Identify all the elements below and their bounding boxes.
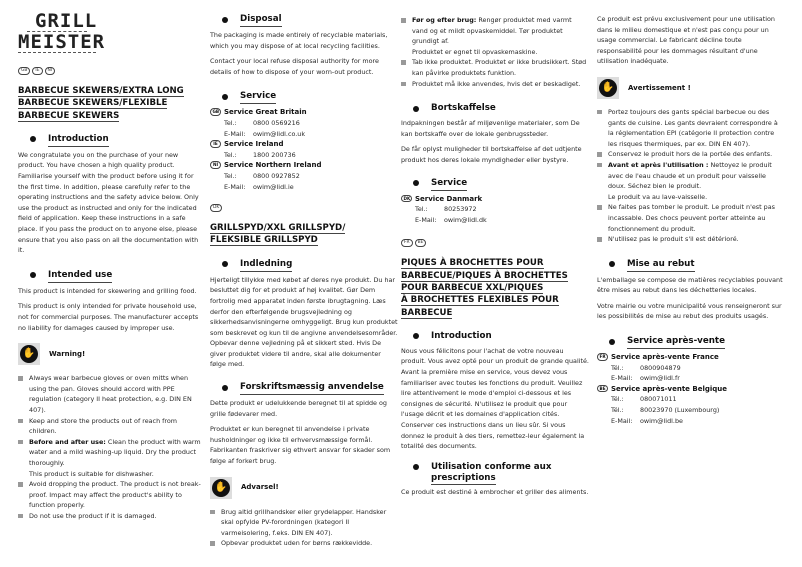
heading-intended-use xyxy=(30,270,206,283)
heading-text: Introduction xyxy=(431,330,492,341)
lang-badge: DK xyxy=(401,195,412,203)
heading-text: Introduction xyxy=(48,134,109,147)
lang-badge-be: BE xyxy=(415,239,427,247)
bullet-dot-icon xyxy=(413,333,419,339)
product-title-dk xyxy=(210,222,398,247)
email-value[interactable]: owim@lidl.dk xyxy=(444,215,487,224)
logo-line-2: MEISTER xyxy=(18,31,106,53)
disposal-text: The packaging is made entirely of recyclable materials, which you may dispose of at local recycling facilities. xyxy=(210,31,388,50)
heading-text xyxy=(431,462,551,484)
bold-label: Før og efter brug: xyxy=(412,16,477,24)
glove-warning-icon: ✋ xyxy=(597,77,619,99)
email-value[interactable]: owim@lidl.fr xyxy=(640,374,680,383)
product-title-en xyxy=(18,85,206,122)
bullet-dot-icon xyxy=(609,339,615,345)
item-text: Clean the product with warm water and a mild washing-up liquid. Dry the product thoroughly. xyxy=(29,437,201,467)
heading-disposal xyxy=(222,14,398,27)
warning-title: Warning! xyxy=(49,349,86,358)
intended-use-text: Produktet er kun beregnet til anvendelse i private husholdninger og ikke til erhvervsmæssige formål. Fabrikanten fraskriver sig ethvert ansvar for skader som følge af forkert brug. xyxy=(210,425,391,466)
service-gb xyxy=(210,107,398,139)
glove-warning-icon: ✋ xyxy=(210,477,232,499)
bold-label: Before and after use: xyxy=(29,437,106,446)
title-line: GRILLSPYD/XXL GRILLSPYD/ xyxy=(210,223,346,234)
warning-list xyxy=(597,107,785,245)
bullet-dot-icon xyxy=(222,261,228,267)
email-label: E-Mail: xyxy=(415,215,437,224)
lang-badge-ie: IE xyxy=(32,67,42,75)
list-item xyxy=(18,437,206,479)
heading-text: Indledning xyxy=(240,259,292,272)
language-badges xyxy=(18,67,206,75)
service-name: Service Great Britain xyxy=(224,108,307,117)
list-item: Portez toujours des gants spécial barbecue ou des gants de cuisine. Les gants devraient correspondre à la réglementation EPI (catégorie II protection contre les risques thermiques, par ex. DIN EN 407). xyxy=(597,107,785,149)
warning-list-continued xyxy=(401,15,589,89)
lang-badge: NI xyxy=(210,161,221,169)
bullet-dot-icon xyxy=(222,385,228,391)
bullet-dot-icon xyxy=(30,272,36,278)
disposal-text: Contact your local refuse disposal authority for more details of how to dispose of your worn-out product. xyxy=(210,57,379,76)
tel-value: 80023970 (Luxembourg) xyxy=(640,406,720,415)
warning-block xyxy=(18,343,206,365)
bullet-dot-icon xyxy=(30,136,36,142)
tel-label: Tel.: xyxy=(224,150,237,159)
email-value[interactable]: owim@lidl.ie xyxy=(253,182,294,191)
email-value[interactable]: owim@lidl.be xyxy=(640,416,683,425)
service-ie xyxy=(210,139,398,160)
bullet-dot-icon xyxy=(222,17,228,23)
logo-line-1: GRILL xyxy=(27,12,87,32)
service-ni xyxy=(210,160,398,192)
language-badges xyxy=(210,204,398,212)
list-item: N'utilisez pas le produit s'il est détérioré. xyxy=(597,234,785,245)
lang-badge-fr: FR xyxy=(401,239,413,247)
language-badges xyxy=(401,239,589,247)
email-label: E-Mail: xyxy=(611,416,633,425)
item-text: Produktet er egnet til opvaskemaskine. xyxy=(412,47,538,56)
service-name: Service Northern Ireland xyxy=(224,161,322,170)
heading-text: Forskriftsmæssig anvendelse xyxy=(240,382,384,395)
item-text: Rengør produktet med varmt vand og et mildt opvaskemiddel. Tør produktet grundigt af. xyxy=(412,16,572,46)
tel-label: Tél.: xyxy=(611,395,624,404)
bold-label: Avant et après l'utilisation : xyxy=(608,160,709,169)
bullet-dot-icon xyxy=(222,94,228,100)
service-be xyxy=(597,384,785,426)
service-dk xyxy=(401,194,589,226)
warning-title: Avertissement ! xyxy=(628,83,691,92)
heading-text: Service xyxy=(240,91,276,104)
heading-text: Bortskaffelse xyxy=(431,103,496,114)
column-2 xyxy=(210,0,398,549)
disposal-text: Votre mairie ou votre municipalité vous renseigneront sur les possibilités de mise au rebut des produits usagés. xyxy=(597,301,782,321)
list-item: Produktet må ikke anvendes, hvis det er beskadiget. xyxy=(401,79,589,90)
title-line: BARBECUE SKEWERS/FLEXIBLE xyxy=(18,98,168,109)
tel-value: 80253972 xyxy=(444,205,477,214)
tel-value: 0800 0927852 xyxy=(253,171,300,180)
list-item: Conservez le produit hors de la portée des enfants. xyxy=(597,149,785,160)
heading-service-apres-vente xyxy=(609,336,785,349)
heading-introduction-fr xyxy=(413,331,589,343)
service-name: Service Ireland xyxy=(224,140,284,149)
warning-block xyxy=(210,477,398,499)
lang-badge: FR xyxy=(597,353,608,361)
bullet-dot-icon xyxy=(609,261,615,267)
lang-badge: GB xyxy=(210,108,221,116)
heading-bortskaffelse xyxy=(413,103,589,115)
list-item: Always wear barbecue gloves or oven mitts when using the pan. Gloves should accord with PPE regulation (category II heat protection, e.g. DIN EN 407). xyxy=(18,373,206,415)
title-line: BARBECUE/PIQUES À BROCHETTES xyxy=(401,270,568,281)
list-item: Tab ikke produktet. Produktet er ikke brudsikkert. Stød kan påvirke produktets funktion. xyxy=(401,57,589,78)
tel-label: Tél.: xyxy=(611,363,624,372)
list-item: Do not use the product if it is damaged. xyxy=(18,511,206,522)
column-1 xyxy=(18,0,206,522)
glove-warning-icon: ✋ xyxy=(18,343,40,365)
intended-use-text: This product is intended for skewering and grilling food. xyxy=(18,286,197,295)
item-text: Le produit va au lave-vaisselle. xyxy=(608,192,708,201)
lang-badge: BE xyxy=(597,385,608,393)
lang-badge-dk: DK xyxy=(210,204,222,212)
heading-line: prescriptions xyxy=(431,472,496,483)
warning-block xyxy=(597,77,785,99)
tel-value: 0800904879 xyxy=(640,363,681,372)
heading-text: Mise au rebut xyxy=(627,259,695,272)
disposal-text: De får oplyst muligheder til bortskaffelse af det udtjente produkt hos deres lokale myndigheder eller bystyre. xyxy=(401,145,582,164)
tel-value: 080071011 xyxy=(640,395,677,404)
lang-badge-ni: NI xyxy=(45,67,56,75)
bullet-dot-icon xyxy=(413,180,419,186)
tel-label: Tél.: xyxy=(611,406,624,415)
bullet-dot-icon xyxy=(413,464,419,470)
heading-text: Service xyxy=(431,178,467,191)
warning-list xyxy=(210,507,398,549)
disposal-text: L'emballage se compose de matières recyclables pouvant être mises au rebut dans les déchetteries locales. xyxy=(597,275,783,295)
introduction-text: Hjerteligt tillykke med købet af deres nye produkt. Du har besluttet dig for et produkt af høj kvalitet. Gør Dem fortrolig med apparatet inden første ibrugtagning. Læs derfor den efterfølgende brugsvejledning og sikkerhedsanvisningerne omhyggeligt. Brug kun produktet som beskrevet og kun til de angivne anvendelsesområder. Opbevar denne vejledning på et sikkert sted. Hvis De giver produktet videre til andre, skal alle dokumenter følge med. xyxy=(210,275,398,369)
introduction-text: Nous vous félicitons pour l'achat de votre nouveau produit. Vous avez opté pour un produit de grande qualité. Avant la première mise en service, vous devez vous familiariser avec toutes les fonctions du produit. Veuillez lire attentivement le mode d'emploi ci-dessous et les consignes de sécurité. N'utilisez le produit que pour l'usage décrit et les domaines d'application cités. Conserver ces instructions dans un lieu sûr. Si vous donnez le produit à des tiers, remettez-leur également la totalité des documents. xyxy=(401,346,589,451)
intended-use-text: This product is only intended for private household use, not for commercial purposes. The manufacturer accepts no liability for damages caused by improper use. xyxy=(18,302,199,332)
warning-title: Advarsel! xyxy=(241,483,279,492)
intended-use-text: Ce produit est prévu exclusivement pour une utilisation dans le milieu domestique et n'est pas conçu pour un usage commercial. Le fabricant décline toute responsabilité pour les dommages résultant d'une utilisation inadéquate. xyxy=(597,15,775,66)
list-item: Avoid dropping the product. The product is not break-proof. Impact may affect the product's ability to function properly. xyxy=(18,479,206,511)
tel-label: Tel.: xyxy=(415,205,428,214)
list-item: Opbevar produktet uden for børns rækkevidde. xyxy=(210,538,398,549)
introduction-text: We congratulate you on the purchase of your new product. You have chosen a high quality product. Familiarise yourself with the product before using it for the first time. In addition, please carefully refer to the operating instructions and the safety advice below. Only use the product as instructed and only for the indicated field of application. Keep these instructions in a safe place. If you pass the product on to anyone else, please ensure that you also pass on all the documentation with it. xyxy=(18,150,199,255)
service-fr xyxy=(597,352,785,384)
lang-badge: IE xyxy=(210,140,221,148)
email-value[interactable]: owim@lidl.co.uk xyxy=(253,129,306,138)
service-name: Service après-vente France xyxy=(611,353,719,362)
intended-use-text: Dette produkt er udelukkende beregnet til at spidde og grille fødevarer med. xyxy=(210,399,387,418)
title-line: BARBECUE xyxy=(401,307,453,318)
list-item xyxy=(597,160,785,202)
intended-use-text: Ce produit est destiné à embrocher et griller des aliments. xyxy=(401,487,589,496)
heading-introduction xyxy=(30,134,206,147)
product-title-fr xyxy=(401,257,589,318)
bullet-dot-icon xyxy=(413,106,419,112)
heading-forskriftsmaessig-anvendelse xyxy=(222,382,398,395)
tel-value: 0800 0569216 xyxy=(253,118,300,127)
title-line: BARBECUE SKEWERS/EXTRA LONG xyxy=(18,86,184,96)
grillmeister-logo xyxy=(18,10,106,53)
disposal-text: Indpakningen består af miljøvenlige materialer, som De kan bortskaffe over de lokale genbrugssteder. xyxy=(401,119,580,138)
list-item xyxy=(401,15,589,57)
heading-text: Disposal xyxy=(240,14,282,27)
column-3 xyxy=(401,0,589,502)
list-item: Ne faites pas tomber le produit. Le produit n'est pas incassable. Des chocs peuvent porter atteinte au fonctionnement du produit. xyxy=(597,202,785,234)
tel-label: Tel.: xyxy=(224,118,237,127)
tel-label: Tel.: xyxy=(224,171,237,180)
warning-list xyxy=(18,373,206,521)
item-text: This product is suitable for dishwasher. xyxy=(29,469,154,478)
heading-service xyxy=(413,178,589,191)
heading-service xyxy=(222,91,398,104)
title-line: À BROCHETTES FLEXIBLES POUR xyxy=(401,295,559,306)
heading-mise-au-rebut xyxy=(609,259,785,272)
title-line: FLEKSIBLE GRILLSPYD xyxy=(210,235,318,246)
service-name: Service après-vente Belgique xyxy=(611,384,728,393)
tel-value: 1800 200736 xyxy=(253,150,296,159)
email-label: E-Mail: xyxy=(224,129,246,138)
heading-utilisation-conforme xyxy=(413,462,589,484)
title-line: POUR BARBECUE XXL/PIQUES xyxy=(401,282,544,293)
service-name: Service Danmark xyxy=(415,194,483,203)
title-line: PIQUES À BROCHETTES POUR xyxy=(401,258,544,269)
list-item: Brug altid grillhandsker eller grydelapper. Handsker skal opfylde PV-forordningen (kategori II varmeisolering, f.eks. DIN EN 407). xyxy=(210,507,398,539)
heading-text: Intended use xyxy=(48,270,112,283)
list-item: Keep and store the products out of reach from children. xyxy=(18,416,206,437)
heading-line: Utilisation conforme aux xyxy=(431,461,552,472)
title-line: BARBECUE SKEWERS xyxy=(18,110,120,121)
heading-text: Service après-vente xyxy=(627,336,725,349)
email-label: E-Mail: xyxy=(224,182,246,191)
email-label: E-Mail: xyxy=(611,374,633,383)
heading-indledning xyxy=(222,259,398,272)
column-4 xyxy=(597,0,785,426)
lang-badge-gb: GB xyxy=(18,67,30,75)
item-text: Nettoyez le produit avec de l'eau chaude et un produit pour vaisselle doux. Séchez bien le produit. xyxy=(608,160,772,191)
